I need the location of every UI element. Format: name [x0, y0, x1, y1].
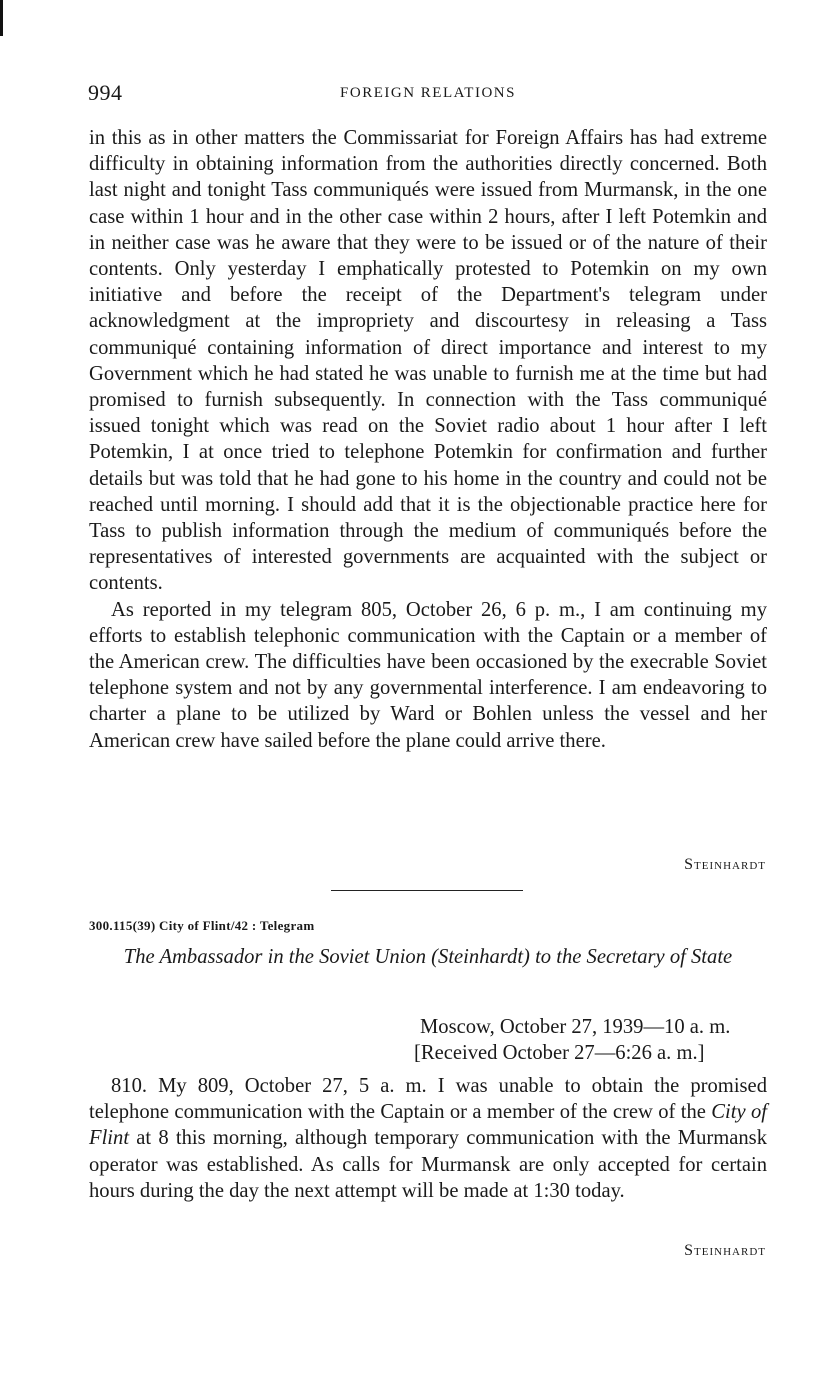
dateline: Moscow, October 27, 1939—10 a. m. — [420, 1016, 731, 1038]
section-divider — [331, 890, 523, 891]
continuation-text — [89, 125, 767, 754]
document-title: The Ambassador in the Soviet Union (Steinhardt) to the Secretary of State — [123, 946, 733, 968]
signature-steinhardt-2: Steinhardt — [684, 1242, 766, 1259]
page-edge-mark — [0, 0, 3, 36]
received-line: [Received October 27—6:26 a. m.] — [414, 1042, 705, 1064]
telegram-810-paragraph — [89, 1073, 767, 1204]
running-head: FOREIGN RELATIONS — [340, 85, 516, 101]
page-header — [88, 80, 768, 110]
page-number: 994 — [88, 80, 123, 105]
telegram-805-paragraph: As reported in my telegram 805, October 26, 6 p. m., I am continuing my efforts to establish telephonic communication with the Captain or a member of the American crew. The difficulties have been occasioned by the execrable Soviet telephone system and not by any governmental interference. I am endeavoring to charter a plane to be utilized by Ward or Bohlen unless the vessel and her American crew have sailed before the plane could arrive there. — [89, 598, 767, 752]
ship-name: City of Flint — [89, 1101, 767, 1150]
file-reference: 300.115(39) City of Flint/42 : Telegram — [89, 918, 315, 933]
body-rest: at 8 this morning, although temporary communication with the Murmansk operator was established. As calls for Murmansk are only accepted for certain hours during the day the next attempt will be made at 1:30 today. — [89, 1127, 767, 1202]
body-lead: 810. My 809, October 27, 5 a. m. I was unable to obtain the promised telephone communication with the Captain or a member of the crew of the — [89, 1075, 767, 1124]
continuation-paragraph: in this as in other matters the Commissariat for Foreign Affairs has had extreme difficulty in obtaining information from the authorities directly concerned. Both last night and tonight Tass communiqués were issued from Murmansk, in the one case within 1 hour and in the other case within 2 hours, after I left Potemkin and in neither case was he aware that they were to be issued or of the nature of their contents. Only yesterday I emphatically protested to Potemkin on my own initiative and before the receipt of the Department's telegram under acknowledgment at the impropriety and discourtesy in releasing a Tass communiqué containing information of direct importance and interest to my Government which he had stated he was unable to furnish me at the time but had promised to furnish subsequently. In connection with the Tass communiqué issued tonight which was read on the Soviet radio about 1 hour after I left Potemkin, I at once tried to telephone Potemkin for confirmation and further details but was told that he had gone to his home in the country and could not be reached until morning. I should add that it is the objectionable practice here for Tass to publish information through the medium of communiqués before the representatives of interested governments are acquainted with the subject or contents. — [89, 127, 767, 595]
signature-steinhardt-1: Steinhardt — [684, 856, 766, 873]
telegram-810-text — [89, 1073, 767, 1204]
